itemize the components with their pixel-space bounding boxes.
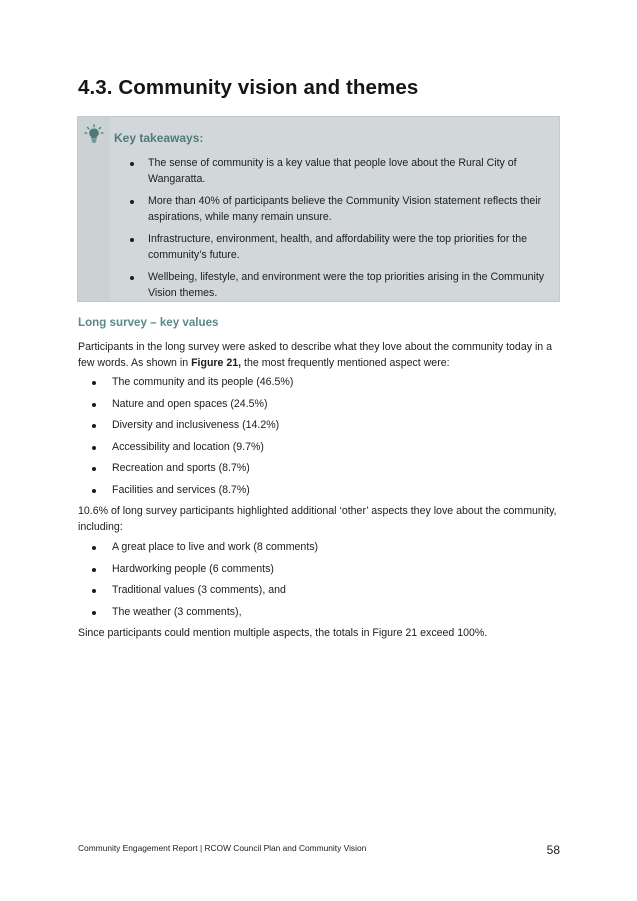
list-item: Facilities and services (8.7%) bbox=[92, 483, 552, 505]
intro-paragraph bbox=[78, 340, 562, 371]
list-item: Nature and open spaces (24.5%) bbox=[92, 397, 552, 419]
key-values-list bbox=[92, 375, 552, 504]
list-item: Traditional values (3 comments), and bbox=[92, 583, 552, 605]
key-takeaways-box bbox=[77, 116, 560, 302]
takeaway-item: The sense of community is a key value that people love about the Rural City of Wangaratta. bbox=[130, 156, 546, 187]
list-item: The weather (3 comments), bbox=[92, 605, 552, 627]
section-heading: Long survey – key values bbox=[78, 316, 219, 329]
intro-text-part2: the most frequently mentioned aspect were: bbox=[241, 356, 450, 369]
page-number: 58 bbox=[546, 843, 560, 857]
intro-text-part1: Participants in the long survey were asked to describe what they love about the community today in a few words. As shown in bbox=[78, 341, 553, 369]
closing-paragraph: Since participants could mention multiple aspects, the totals in Figure 21 exceed 100%. bbox=[78, 627, 488, 639]
list-item: Hardworking people (6 comments) bbox=[92, 562, 552, 584]
page-title: 4.3. Community vision and themes bbox=[78, 76, 419, 99]
key-takeaways-list bbox=[130, 156, 546, 308]
list-item: Recreation and sports (8.7%) bbox=[92, 461, 552, 483]
takeaway-side-strip bbox=[78, 117, 110, 301]
key-takeaways-heading: Key takeaways: bbox=[114, 131, 204, 145]
list-item: A great place to live and work (8 comments) bbox=[92, 540, 552, 562]
footer-text: Community Engagement Report | RCOW Council Plan and Community Vision bbox=[78, 843, 367, 853]
lightbulb-icon bbox=[84, 124, 104, 144]
takeaway-item: Infrastructure, environment, health, and affordability were the top priorities for the community’s future. bbox=[130, 232, 546, 263]
other-aspects-paragraph: 10.6% of long survey participants highlighted additional ‘other’ aspects they love about the community, including: bbox=[78, 505, 557, 533]
takeaway-item: Wellbeing, lifestyle, and environment were the top priorities arising in the Community Vision themes. bbox=[130, 270, 546, 301]
figure-reference: Figure 21, bbox=[191, 356, 242, 369]
list-item: Diversity and inclusiveness (14.2%) bbox=[92, 418, 552, 440]
list-item: The community and its people (46.5%) bbox=[92, 375, 552, 397]
list-item: Accessibility and location (9.7%) bbox=[92, 440, 552, 462]
takeaway-item: More than 40% of participants believe the Community Vision statement reflects their aspirations, while many remain unsure. bbox=[130, 194, 546, 225]
other-aspects-list bbox=[92, 540, 552, 626]
